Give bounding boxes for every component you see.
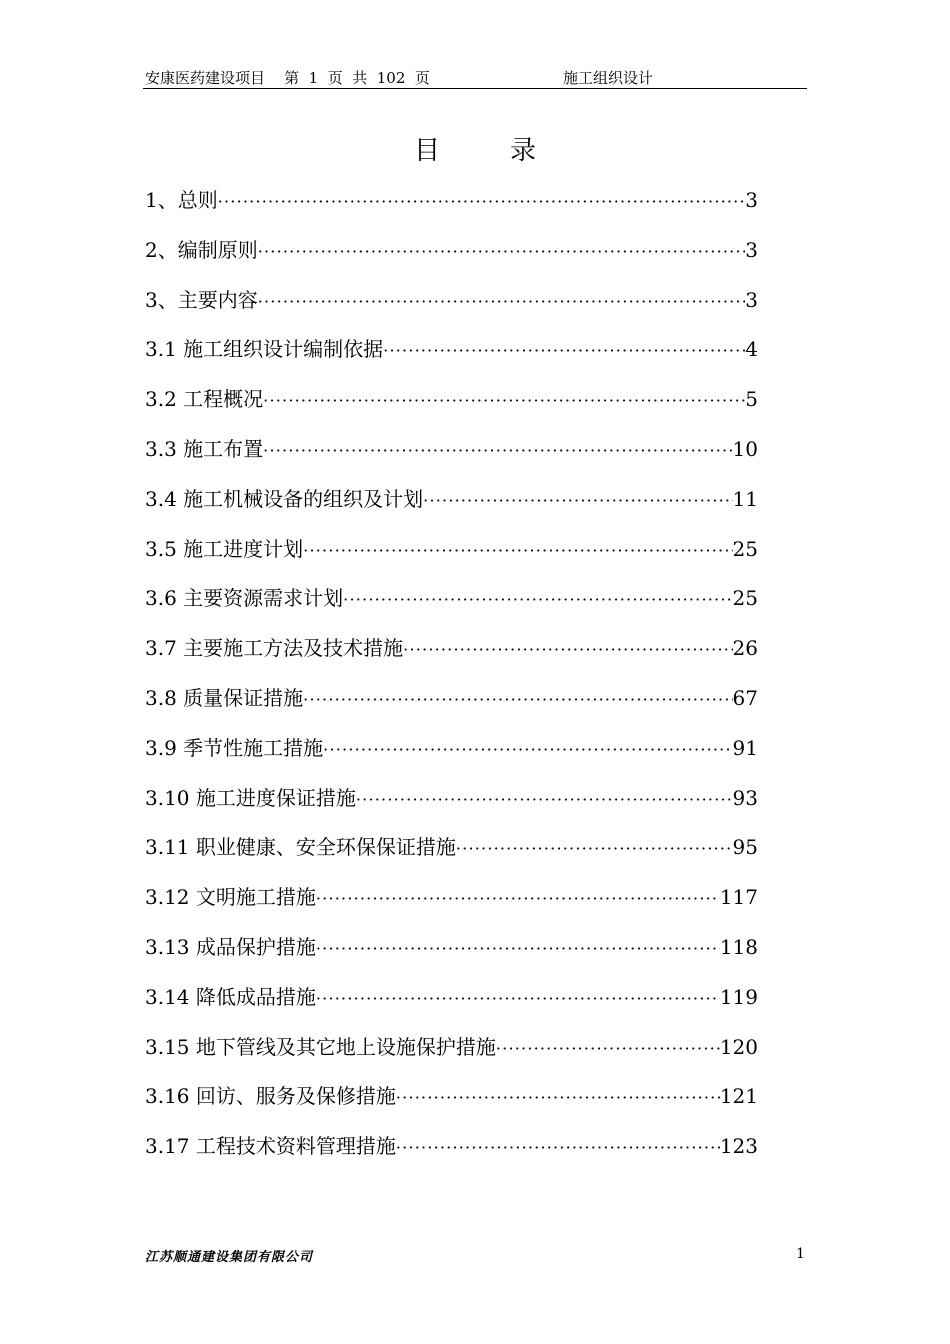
toc-entry-label: 3.8 质量保证措施 xyxy=(145,685,304,710)
toc-entry-label: 3.12 文明施工措施 xyxy=(145,885,316,910)
toc-entry-page: 95 xyxy=(732,835,758,860)
toc-entry-label: 3.16 回访、服务及保修措施 xyxy=(145,1084,396,1109)
toc-leader-dots xyxy=(383,332,745,368)
toc-leader-dots xyxy=(263,432,732,468)
toc-leader-dots xyxy=(323,731,732,767)
toc-entry[interactable] xyxy=(145,731,758,781)
toc-leader-dots xyxy=(263,382,745,418)
toc-entry-label: 3.17 工程技术资料管理措施 xyxy=(145,1134,396,1159)
toc-leader-dots xyxy=(356,781,733,817)
toc-entry-page: 11 xyxy=(732,486,758,511)
toc-entry-page: 120 xyxy=(719,1034,758,1059)
toc-entry-page: 67 xyxy=(732,685,758,710)
toc-entry-page: 118 xyxy=(719,934,758,959)
toc-entry-page: 91 xyxy=(732,735,758,760)
toc-entry-label: 3.15 地下管线及其它地上设施保护措施 xyxy=(145,1034,496,1059)
toc-entry[interactable] xyxy=(145,980,758,1030)
toc-entry-label: 3.10 施工进度保证措施 xyxy=(145,785,356,810)
toc-leader-dots xyxy=(316,930,720,966)
toc-entry-label: 2、编制原则 xyxy=(145,237,258,262)
toc-entry-page: 123 xyxy=(719,1134,758,1159)
toc-leader-dots xyxy=(403,631,732,667)
toc-entry-label: 3.6 主要资源需求计划 xyxy=(145,586,344,611)
toc-entry[interactable] xyxy=(145,581,758,631)
toc-entry-page: 3 xyxy=(745,287,758,312)
toc-leader-dots xyxy=(258,233,746,269)
toc-entry-label: 3.4 施工机械设备的组织及计划 xyxy=(145,486,424,511)
footer-company-name: 江苏顺通建设集团有限公司 xyxy=(145,1250,314,1265)
toc-entry[interactable] xyxy=(145,532,758,582)
header-project-info: 安康医药建设项目 第 1 页 共 102 页 xyxy=(145,69,430,87)
toc-entry[interactable] xyxy=(145,631,758,681)
toc-leader-dots xyxy=(303,532,732,568)
toc-entry[interactable] xyxy=(145,781,758,831)
toc-entry[interactable] xyxy=(145,283,758,333)
toc-title-char-1: 目 xyxy=(413,136,440,166)
toc-entry-page: 3 xyxy=(745,188,758,212)
footer-page-number: 1 xyxy=(796,1246,805,1262)
toc-entry-page: 4 xyxy=(745,337,758,362)
toc-entry-page: 93 xyxy=(732,785,758,810)
toc-entry[interactable] xyxy=(145,1079,758,1129)
toc-entry[interactable] xyxy=(145,183,758,233)
toc-entry-page: 5 xyxy=(745,387,758,412)
toc-entry-page: 10 xyxy=(732,436,758,461)
toc-entry[interactable] xyxy=(145,681,758,731)
toc-entry-label: 3.7 主要施工方法及技术措施 xyxy=(145,636,404,661)
toc-entry-page: 117 xyxy=(719,885,758,910)
toc-entry-page: 26 xyxy=(732,636,758,661)
toc-entry-label: 1、总则 xyxy=(145,188,218,212)
toc-entry-page: 3 xyxy=(745,237,758,262)
toc-entry-label: 3.14 降低成品措施 xyxy=(145,984,316,1009)
toc-leader-dots xyxy=(316,980,720,1016)
toc-entry[interactable] xyxy=(145,880,758,930)
toc-entry[interactable] xyxy=(145,930,758,980)
toc-entry-page: 25 xyxy=(732,536,758,561)
toc-entry-page: 25 xyxy=(732,586,758,611)
toc-entry-label: 3.1 施工组织设计编制依据 xyxy=(145,337,384,362)
toc-leader-dots xyxy=(218,183,746,219)
toc-title-char-2: 录 xyxy=(510,136,537,166)
toc-entry-label: 3.9 季节性施工措施 xyxy=(145,735,324,760)
toc-entry[interactable] xyxy=(145,432,758,482)
toc-entry[interactable] xyxy=(145,332,758,382)
toc-entry[interactable] xyxy=(145,482,758,532)
toc-leader-dots xyxy=(423,482,732,518)
toc-leader-dots xyxy=(396,1129,720,1165)
toc-entry[interactable] xyxy=(145,233,758,283)
toc-entry-page: 121 xyxy=(719,1084,758,1109)
toc-leader-dots xyxy=(343,581,732,617)
toc-entry-page: 119 xyxy=(719,984,758,1009)
toc-entry[interactable] xyxy=(145,1129,758,1179)
toc-entry-label: 3.2 工程概况 xyxy=(145,387,264,412)
toc-entry-label: 3.5 施工进度计划 xyxy=(145,536,304,561)
toc-entry[interactable] xyxy=(145,830,758,880)
toc-leader-dots xyxy=(456,830,733,866)
toc-entry-label: 3.13 成品保护措施 xyxy=(145,934,316,959)
toc-leader-dots xyxy=(496,1030,720,1066)
toc-entry-label: 3.3 施工布置 xyxy=(145,436,264,461)
toc-entry[interactable] xyxy=(145,1030,758,1080)
toc-leader-dots xyxy=(258,283,746,319)
toc-title xyxy=(0,134,950,168)
header-document-type: 施工组织设计 xyxy=(563,69,654,87)
page-header xyxy=(143,68,807,89)
toc-leader-dots xyxy=(303,681,732,717)
toc-leader-dots xyxy=(316,880,720,916)
toc-entry-label: 3、主要内容 xyxy=(145,287,258,312)
table-of-contents xyxy=(145,183,758,1179)
toc-leader-dots xyxy=(396,1079,720,1115)
toc-entry-label: 3.11 职业健康、安全环保保证措施 xyxy=(145,835,456,860)
toc-entry[interactable] xyxy=(145,382,758,432)
